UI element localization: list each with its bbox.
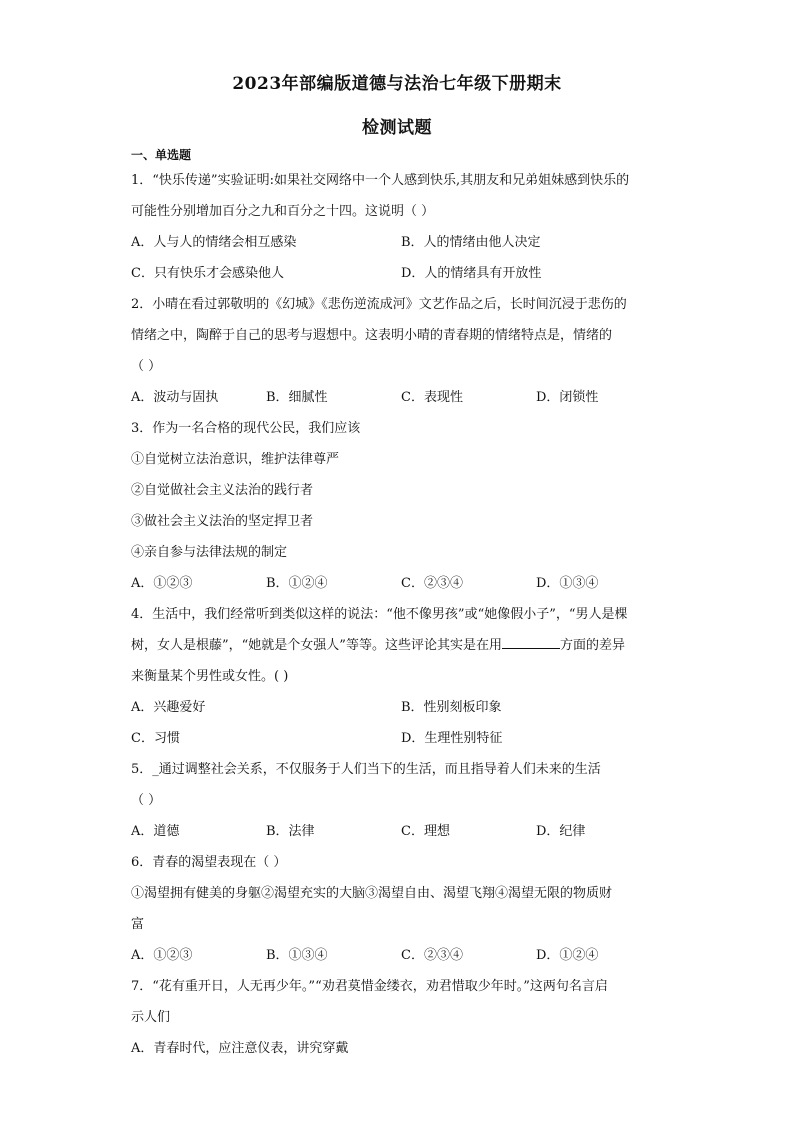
- question-4-options-row-2: [131, 723, 671, 754]
- question-4-option-a: A．兴趣爱好: [131, 700, 206, 715]
- question-2-option-b: B．细腻性: [266, 390, 328, 405]
- question-2-option-a: A．波动与固执: [131, 390, 219, 405]
- question-4-options-row-1: [131, 692, 671, 723]
- question-3-statement-2: ②自觉做社会主义法治的践行者: [131, 483, 314, 498]
- question-1-stem-line-2: 可能性分别增加百分之九和百分之十四。这说明（ ）: [131, 204, 435, 219]
- question-4-stem-line-3: 来衡量某个男性或女性。( ): [131, 669, 289, 684]
- question-3-option-b: B．①②④: [266, 576, 328, 591]
- question-3-option-a: A．①②③: [131, 576, 193, 591]
- question-4-stem-text-after-blank: 方面的差异: [559, 638, 625, 653]
- question-1-stem-line-1: 1．“快乐传递”实验证明:如果社交网络中一个人感到快乐,其朋友和兄弟姐妹感到快乐的: [131, 173, 630, 188]
- exam-title: 2023年部编版道德与法治七年级下册期末: [232, 74, 562, 94]
- question-5-options: [131, 816, 671, 847]
- question-6-option-b: B．①③④: [266, 948, 328, 963]
- section-heading: 一、单选题: [131, 148, 192, 162]
- question-3-option-c: C．②③④: [401, 576, 463, 591]
- question-6-stem: 6．青春的渴望表现在（ ）: [131, 855, 287, 870]
- question-7-stem-line-2: 示人们: [131, 1010, 171, 1025]
- question-7-stem-line-1: 7．“花有重开日，人无再少年。”“劝君莫惜金缕衣，劝君惜取少年时。”这两句名言启: [131, 979, 608, 994]
- exam-subtitle: 检测试题: [362, 118, 432, 138]
- question-4-stem-line-1: 4．生活中，我们经常听到类似这样的说法：“他不像男孩”或“她像假小子”，“男人是棵: [131, 607, 628, 622]
- question-2-options: [131, 382, 671, 413]
- question-6-option-d: D．①②④: [536, 948, 599, 963]
- question-3-statement-1: ①自觉树立法治意识，维护法律尊严: [131, 452, 340, 467]
- question-2-option-d: D．闭锁性: [536, 390, 599, 405]
- question-5-stem-line-1: 5．_通过调整社会关系，不仅服务于人们当下的生活，而且指导着人们未来的生活: [131, 762, 601, 777]
- question-3-statement-3: ③做社会主义法治的坚定捍卫者: [131, 514, 314, 529]
- question-5-option-c: C．理想: [401, 824, 450, 839]
- question-6-items-line-2: 富: [131, 917, 145, 932]
- question-3-options: [131, 568, 671, 599]
- question-7-option-a: A．青春时代，应注意仪表，讲究穿戴: [131, 1041, 349, 1056]
- question-2-option-c: C．表现性: [401, 390, 463, 405]
- question-3-stem: 3．作为一名合格的现代公民，我们应该: [131, 421, 361, 436]
- question-4-option-d: D．生理性别特征: [401, 731, 503, 746]
- question-6-option-a: A．①②③: [131, 948, 193, 963]
- question-1-option-d: D．人的情绪具有开放性: [401, 266, 542, 281]
- question-4-option-b: B．性别刻板印象: [401, 700, 502, 715]
- question-1-option-c: C．只有快乐才会感染他人: [131, 266, 284, 281]
- question-5-stem-line-2: （ ）: [131, 793, 162, 808]
- question-6-option-c: C．②③④: [401, 948, 463, 963]
- question-1-options-row-1: [131, 227, 671, 258]
- question-5-option-d: D．纪律: [536, 824, 586, 839]
- question-1-option-b: B．人的情绪由他人决定: [401, 235, 541, 250]
- question-list: [131, 145, 671, 1064]
- question-5-option-a: A．道德: [131, 824, 180, 839]
- question-1-option-a: A．人与人的情绪会相互感染: [131, 235, 297, 250]
- question-6-items-line-1: ①渴望拥有健美的身躯②渴望充实的大脑③渴望自由、渴望飞翔④渴望无限的物质财: [131, 886, 613, 901]
- answer-blank: [502, 634, 560, 649]
- question-4-stem-text-before-blank: 树，女人是根藤”，“她就是个女强人”等等。这些评论其实是在用: [131, 638, 502, 653]
- question-5-option-b: B．法律: [266, 824, 315, 839]
- question-2-stem-line-2: 情绪之中，陶醉于自己的思考与遐想中。这表明小晴的青春期的情绪特点是，情绪的: [131, 328, 613, 343]
- question-6-options: [131, 940, 671, 971]
- question-4-stem-line-2: [131, 630, 671, 661]
- question-2-stem-line-3: （ ）: [131, 359, 162, 374]
- question-4-option-c: C．习惯: [131, 731, 180, 746]
- question-1-options-row-2: [131, 258, 671, 289]
- question-2-stem-line-1: 2．小晴在看过郭敬明的《幻城》《悲伤逆流成河》文艺作品之后，长时间沉浸于悲伤的: [131, 297, 627, 312]
- question-3-statement-4: ④亲自参与法律法规的制定: [131, 545, 288, 560]
- question-3-option-d: D．①③④: [536, 576, 599, 591]
